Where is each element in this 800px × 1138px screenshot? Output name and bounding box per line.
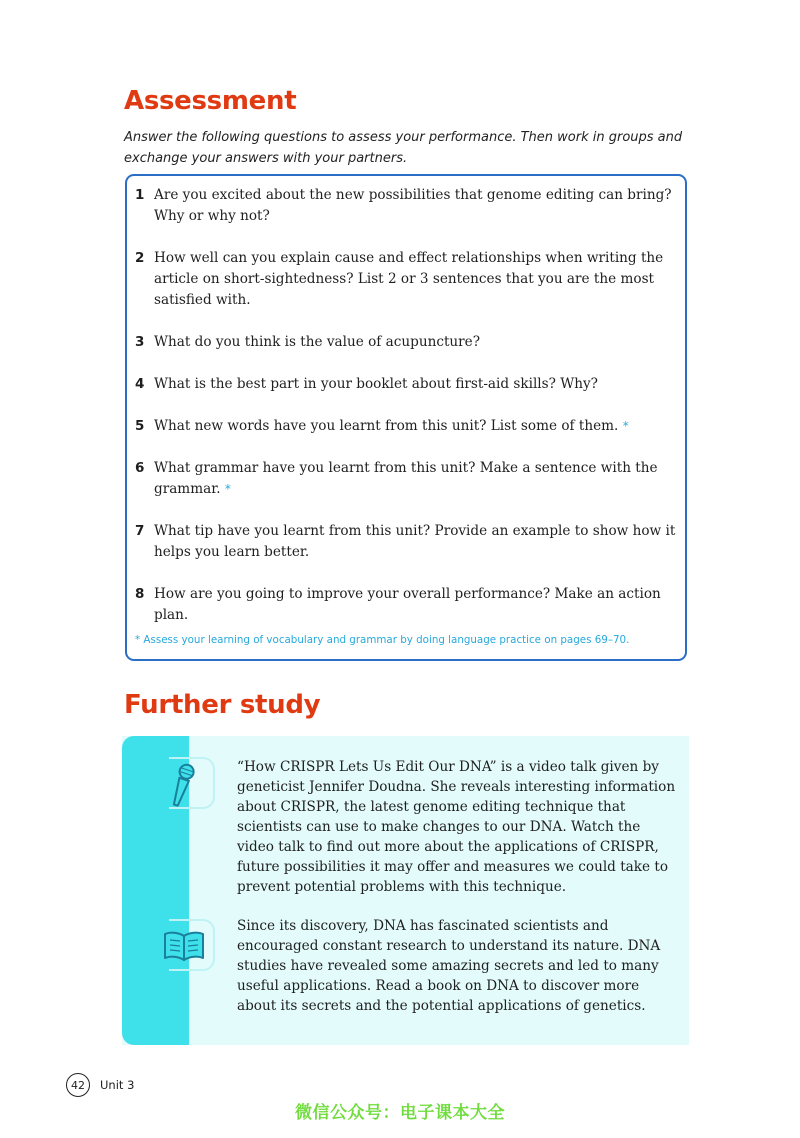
questions-box — [125, 174, 687, 661]
question-item — [135, 185, 683, 227]
further-study-paragraph: Since its discovery, DNA has fascinated scientists and encouraged constant research to understand its nature. DNA studies have revealed some amazing secrets and led to many useful applications. Read a book on DNA to discover more about its secrets and the potential applications of genetics. — [237, 918, 661, 1014]
question-text: How well can you explain cause and effect relationships when writing the article on short-sightedness? List 2 or 3 sentences that you are the most satisfied with. — [154, 250, 664, 308]
question-text: What new words have you learnt from this unit? List some of them. * — [154, 418, 629, 434]
question-item — [135, 521, 683, 563]
question-number: 8 — [135, 586, 145, 602]
assessment-title: Assessment — [124, 86, 297, 116]
question-number: 2 — [135, 250, 145, 266]
further-study-paragraph: “How CRISPR Lets Us Edit Our DNA” is a video talk given by geneticist Jennifer Doudna. She reveals interesting information about CRISPR, the latest genome editing technique that scientists can use to make changes to our DNA. Watch the video talk to find out more about the applications of CRISPR, future possibilities it may offer and measures we could take to prevent potential problems with this technique. — [237, 759, 676, 895]
unit-label: Unit 3 — [100, 1078, 135, 1092]
page-footer — [66, 1071, 134, 1099]
page-number: 42 — [66, 1073, 90, 1097]
assessment-footnote: * Assess your learning of vocabulary and grammar by doing language practice on pages 69–70. — [135, 634, 630, 646]
further-study-panel — [122, 736, 689, 1045]
question-text: What tip have you learnt from this unit? Provide an example to show how it helps you learn better. — [154, 523, 676, 560]
question-number: 7 — [135, 523, 145, 539]
question-number: 6 — [135, 460, 145, 476]
microphone-icon — [166, 762, 198, 814]
question-number: 1 — [135, 187, 145, 203]
question-item — [135, 374, 683, 395]
question-text: What grammar have you learnt from this unit? Make a sentence with the grammar. * — [154, 460, 658, 497]
question-item — [135, 416, 683, 437]
question-text: How are you going to improve your overall performance? Make an action plan. — [154, 586, 661, 623]
question-item — [135, 458, 683, 500]
question-number: 3 — [135, 334, 145, 350]
question-text: Are you excited about the new possibilities that genome editing can bring? Why or why not? — [154, 187, 672, 224]
book-icon — [162, 930, 206, 966]
question-number: 5 — [135, 418, 145, 434]
question-number: 4 — [135, 376, 145, 392]
further-study-title: Further study — [124, 690, 321, 720]
watermark-text: 微信公众号：电子课本大全 — [295, 1103, 505, 1123]
question-item — [135, 584, 683, 626]
question-item — [135, 248, 683, 311]
assessment-instructions: Answer the following questions to assess your performance. Then work in groups and exchange your answers with your partners. — [124, 130, 683, 166]
footnote-star: * — [224, 482, 231, 496]
footnote-star: * — [622, 419, 629, 433]
question-text: What is the best part in your booklet about first-aid skills? Why? — [154, 376, 598, 392]
question-text: What do you think is the value of acupuncture? — [154, 334, 481, 350]
question-item — [135, 332, 683, 353]
